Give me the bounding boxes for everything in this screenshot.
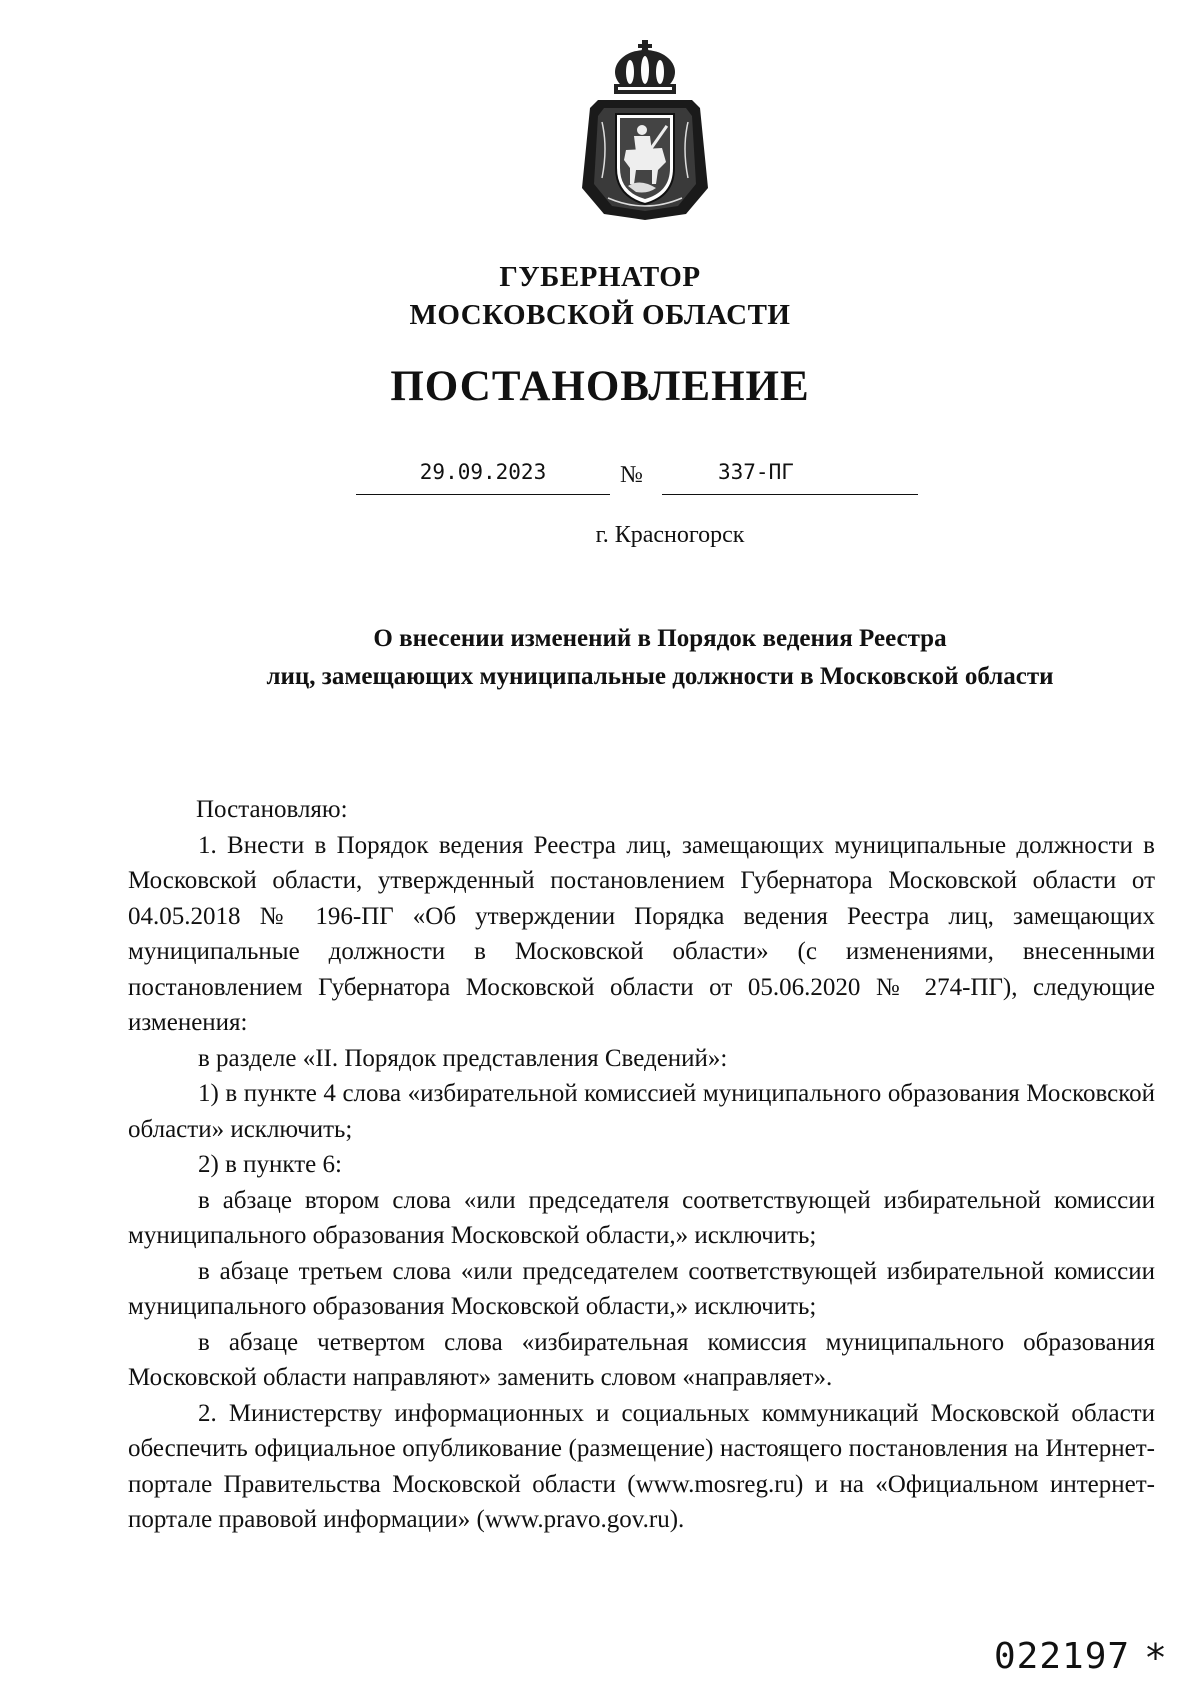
document-body: [128, 792, 1155, 1538]
issuing-authority: [0, 258, 1200, 334]
number-sign: №: [620, 462, 643, 488]
coat-of-arms-emblem: [578, 38, 712, 222]
form-serial-number: 022197: [994, 1636, 1131, 1677]
body-paragraph: Постановляю:: [196, 796, 348, 823]
body-paragraph: в абзаце третьем слова «или председателем соответствующей избирательной комиссии муниципального образования Московской области,» исключить;: [128, 1257, 1155, 1320]
document-number-field: [662, 460, 918, 495]
body-paragraph: 1. Внести в Порядок ведения Реестра лиц, замещающих муниципальные должности в Московской области, утвержденный постановлением Губернатора Московской области от 04.05.2018 № 196-ПГ «Об утверждении Порядка ведения Реестра лиц, замещающих муниципальные должности в Московской области» (с изменениями, внесенными постановлением Губернатора Московской области от 05.06.2020 № 274-ПГ), следующие изменения:: [128, 831, 1155, 1036]
asterisk-mark: *: [1146, 1636, 1165, 1680]
title-line-1: О внесении изменений в Порядок ведения Реестра: [373, 625, 947, 652]
issue-city: г. Красногорск: [595, 522, 745, 548]
document-title: [160, 620, 1160, 696]
document-number: 337-ПГ: [718, 460, 794, 484]
body-paragraph: в абзаце четвертом слова «избирательная комиссия муниципального образования Московской области направляют» заменить словом «направляет».: [128, 1328, 1155, 1391]
document-date: 29.09.2023: [419, 460, 547, 484]
document-type-heading: ПОСТАНОВЛЕНИЕ: [390, 363, 810, 410]
document-date-field: [356, 460, 610, 495]
body-paragraph: 2. Министерству информационных и социальных коммуникаций Московской области обеспечить официальное опубликование (размещение) настоящего постановления на Интернет-портале Правительства Московской области (www.mosreg.ru) и на «Официальном интернет-портале правовой информации» (www.pravo.gov.ru).: [128, 1399, 1155, 1533]
body-paragraph: 2) в пункте 6:: [198, 1151, 342, 1178]
org-line-1: ГУБЕРНАТОР: [499, 261, 701, 293]
title-line-2: лиц, замещающих муниципальные должности в Московской области: [266, 663, 1054, 690]
body-paragraph: в абзаце втором слова «или председателя соответствующей избирательной комиссии муниципального образования Московской области,» исключить;: [128, 1186, 1155, 1249]
org-line-2: МОСКОВСКОЙ ОБЛАСТИ: [409, 299, 791, 331]
body-paragraph: 1) в пункте 4 слова «избирательной комиссией муниципального образования Московской области» исключить;: [128, 1080, 1155, 1143]
body-paragraph: в разделе «II. Порядок представления Сведений»:: [198, 1044, 728, 1072]
